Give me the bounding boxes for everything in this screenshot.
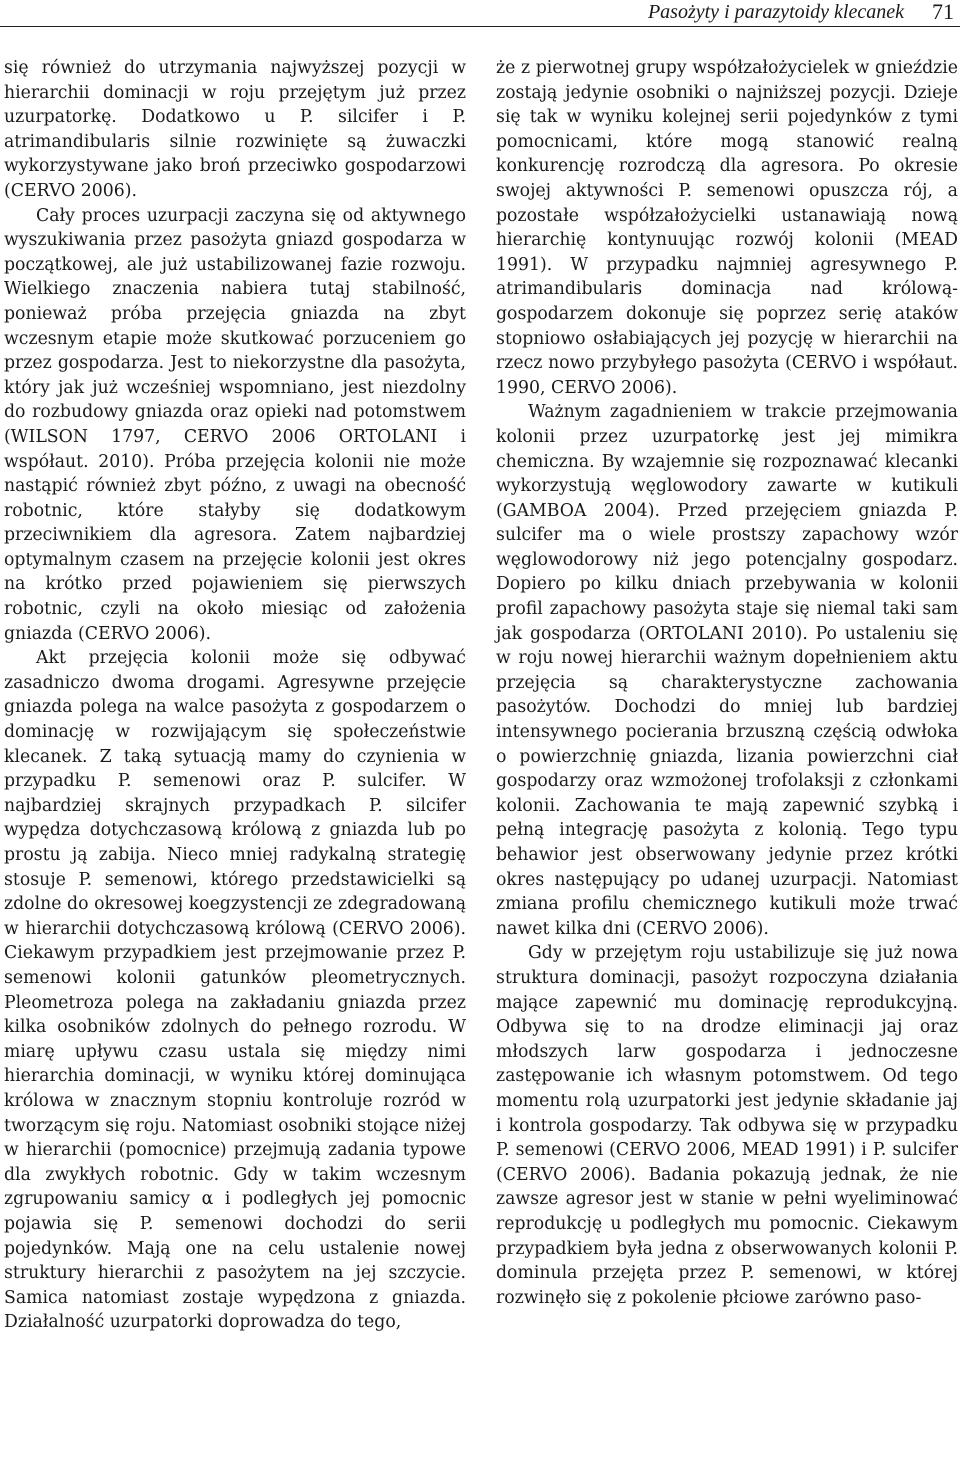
right-paragraph-2: Ważnym zagadnieniem w trakcie przejmowania kolonii przez uzurpatorkę jest jej mimikra chemiczna. By wzajemnie się rozpoznawać klecanki wykorzystują węglowodory zawarte w kutikuli (GAMBOA 2004). Przed przejęciem gniazda P. sulcifer ma o wiele prostszy zapachowy wzór węglowodorowy niż jego potencjalny gospodarz. Dopiero po kilku dniach przebywania w kolonii profil zapachowy pasożyta staje się niemal taki sam jak gospodarza (ORTOLANI 2010). Po ustaleniu się w roju nowej hierarchii ważnym dopełnieniem aktu przejęcia są charakterystyczne zachowania pasożytów. Dochodzi do mniej lub bardziej intensywnego pocierania brzuszną częścią odwłoka o powierzchnię gniazda, lizania powierzchni ciał gospodarzy oraz wzmożonej trofolaksji z członkami kolonii. Zachowania te mają zapewnić szybką i pełną integrację pasożyta z kolonią. Tego typu behawior jest obserwowany jedynie przez krótki okres następujący po udanej uzurpacji. Natomiast zmiana profilu chemicznego kutikuli może trwać nawet kilka dni (CERVO 2006).: [496, 402, 958, 939]
left-paragraph-1: się również do utrzymania najwyższej pozycji w hierarchii dominacji w roju przejętym już przez uzurpatorkę. Dodatkowo u P. silcifer i P. atrimandibularis silnie rozwinięte są żuwaczki wykorzystywane jako broń przeciwko gospodarzowi (CERVO 2006).: [4, 58, 466, 201]
right-paragraph-1: że z pierwotnej grupy współzałożycielek w gnieździe zostają jedynie osobniki o najniższej pozycji. Dzieje się tak w wyniku kolejnej serii pojedynków z tymi pomocnicami, które mogą stanowić realną konkurencję rozrodczą dla agresora. Po okresie swojej aktywności P. semenowi opuszcza rój, a pozostałe współzałożycielki ustanawiają nową hierarchię kontynuując rozwój kolonii (MEAD 1991). W przypadku najmniej agresywnego P. atrimandibularis dominacja nad królową-gospodarzem dokonuje się poprzez serię ataków stopniowo osłabiających jej pozycję w hierarchii na rzecz nowo przybyłego pasożyta (CERVO i współaut. 1990, CERVO 2006).: [496, 58, 958, 398]
page-header: [0, 0, 960, 27]
right-column: [496, 56, 958, 1310]
left-column: [4, 56, 466, 1335]
right-paragraph-3: Gdy w przejętym roju ustabilizuje się już nowa struktura dominacji, pasożyt rozpoczyna działania mające zapewnić mu dominację reprodukcyjną. Odbywa się to na drodze eliminacji jaj oraz młodszych larw gospodarza i jednoczesne zastępowanie ich własnym potomstwem. Od tego momentu rolą uzurpatorki jest jedynie składanie jaj i kontrola gospodarzy. Tak odbywa się w przypadku P. semenowi (CERVO 2006, MEAD 1991) i P. sulcifer (CERVO 2006). Badania pokazują jednak, że nie zawsze agresor jest w stanie w pełni wyeliminować reprodukcję u podległych mu pomocnic. Ciekawym przypadkiem była jedna z obserwowanych kolonii P. dominula przejęta przez P. semenowi, w której rozwinęło się z pokolenie płciowe zarówno paso-: [496, 943, 958, 1308]
left-paragraph-2: Cały proces uzurpacji zaczyna się od aktywnego wyszukiwania przez pasożyta gniazd gospodarza w początkowej, ale już ustabilizowanej fazie rozwoju. Wielkiego znaczenia nabiera tutaj stabilność, ponieważ próba przejęcia gniazda na zbyt wczesnym etapie może skutkować porzuceniem go przez gospodarza. Jest to niekorzystne dla pasożyta, który jak już wcześniej wspomniano, jest niezdolny do rozbudowy gniazda oraz opieki nad potomstwem (WILSON 1797, CERVO 2006 ORTOLANI i współaut. 2010). Próba przejęcia kolonii nie może nastąpić również zbyt późno, z uwagi na obecność robotnic, które stałyby się dodatkowym przeciwnikiem dla agresora. Zatem najbardziej optymalnym czasem na przejęcie kolonii jest okres na krótko przed pojawieniem się pierwszych robotnic, czyli na około miesiąc od założenia gniazda (CERVO 2006).: [4, 205, 466, 644]
running-title: Pasożyty i parazytoidy klecanek: [647, 1, 904, 23]
left-paragraph-3: Akt przejęcia kolonii może się odbywać zasadniczo dwoma drogami. Agresywne przejęcie gniazda polega na walce pasożyta z gospodarzem o dominację w rozwijającym się społeczeństwie klecanek. Z taką sytuacją mamy do czynienia w przypadku P. semenowi oraz P. sulcifer. W najbardziej skrajnych przypadkach P. silcifer wypędza dotychczasową królową z gniazda lub po prostu ją zabija. Nieco mniej radykalną strategię stosuje P. semenowi, którego przedstawicielki są zdolne do okresowej koegzystencji ze zdegradowaną w hierarchii dotychczasową królową (CERVO 2006). Ciekawym przypadkiem jest przejmowanie przez P. semenowi kolonii gatunków pleometrycznych. Pleometroza polega na zakładaniu gniazda przez kilka osobników zdolnych do pełnego rozrodu. W miarę upływu czasu ustala się między nimi hierarchia dominacji, w wyniku której dominująca królowa w znacznym stopniu kontroluje rozród w tworzącym się roju. Natomiast osobniki stojące niżej w hierarchii (pomocnice) przejmują zadania typowe dla zwykłych robotnic. Gdy w takim wczesnym zgrupowaniu samicy α i podległych jej pomocnic pojawia się P. semenowi dochodzi do serii pojedynków. Mają one na celu ustalenie nowej struktury hierarchii z pasożytem na jej szczycie. Samica natomiast zostaje wypędzona z gniazda. Działalność uzurpatorki doprowadza do tego,: [4, 648, 466, 1333]
page-number: 71: [932, 0, 954, 24]
